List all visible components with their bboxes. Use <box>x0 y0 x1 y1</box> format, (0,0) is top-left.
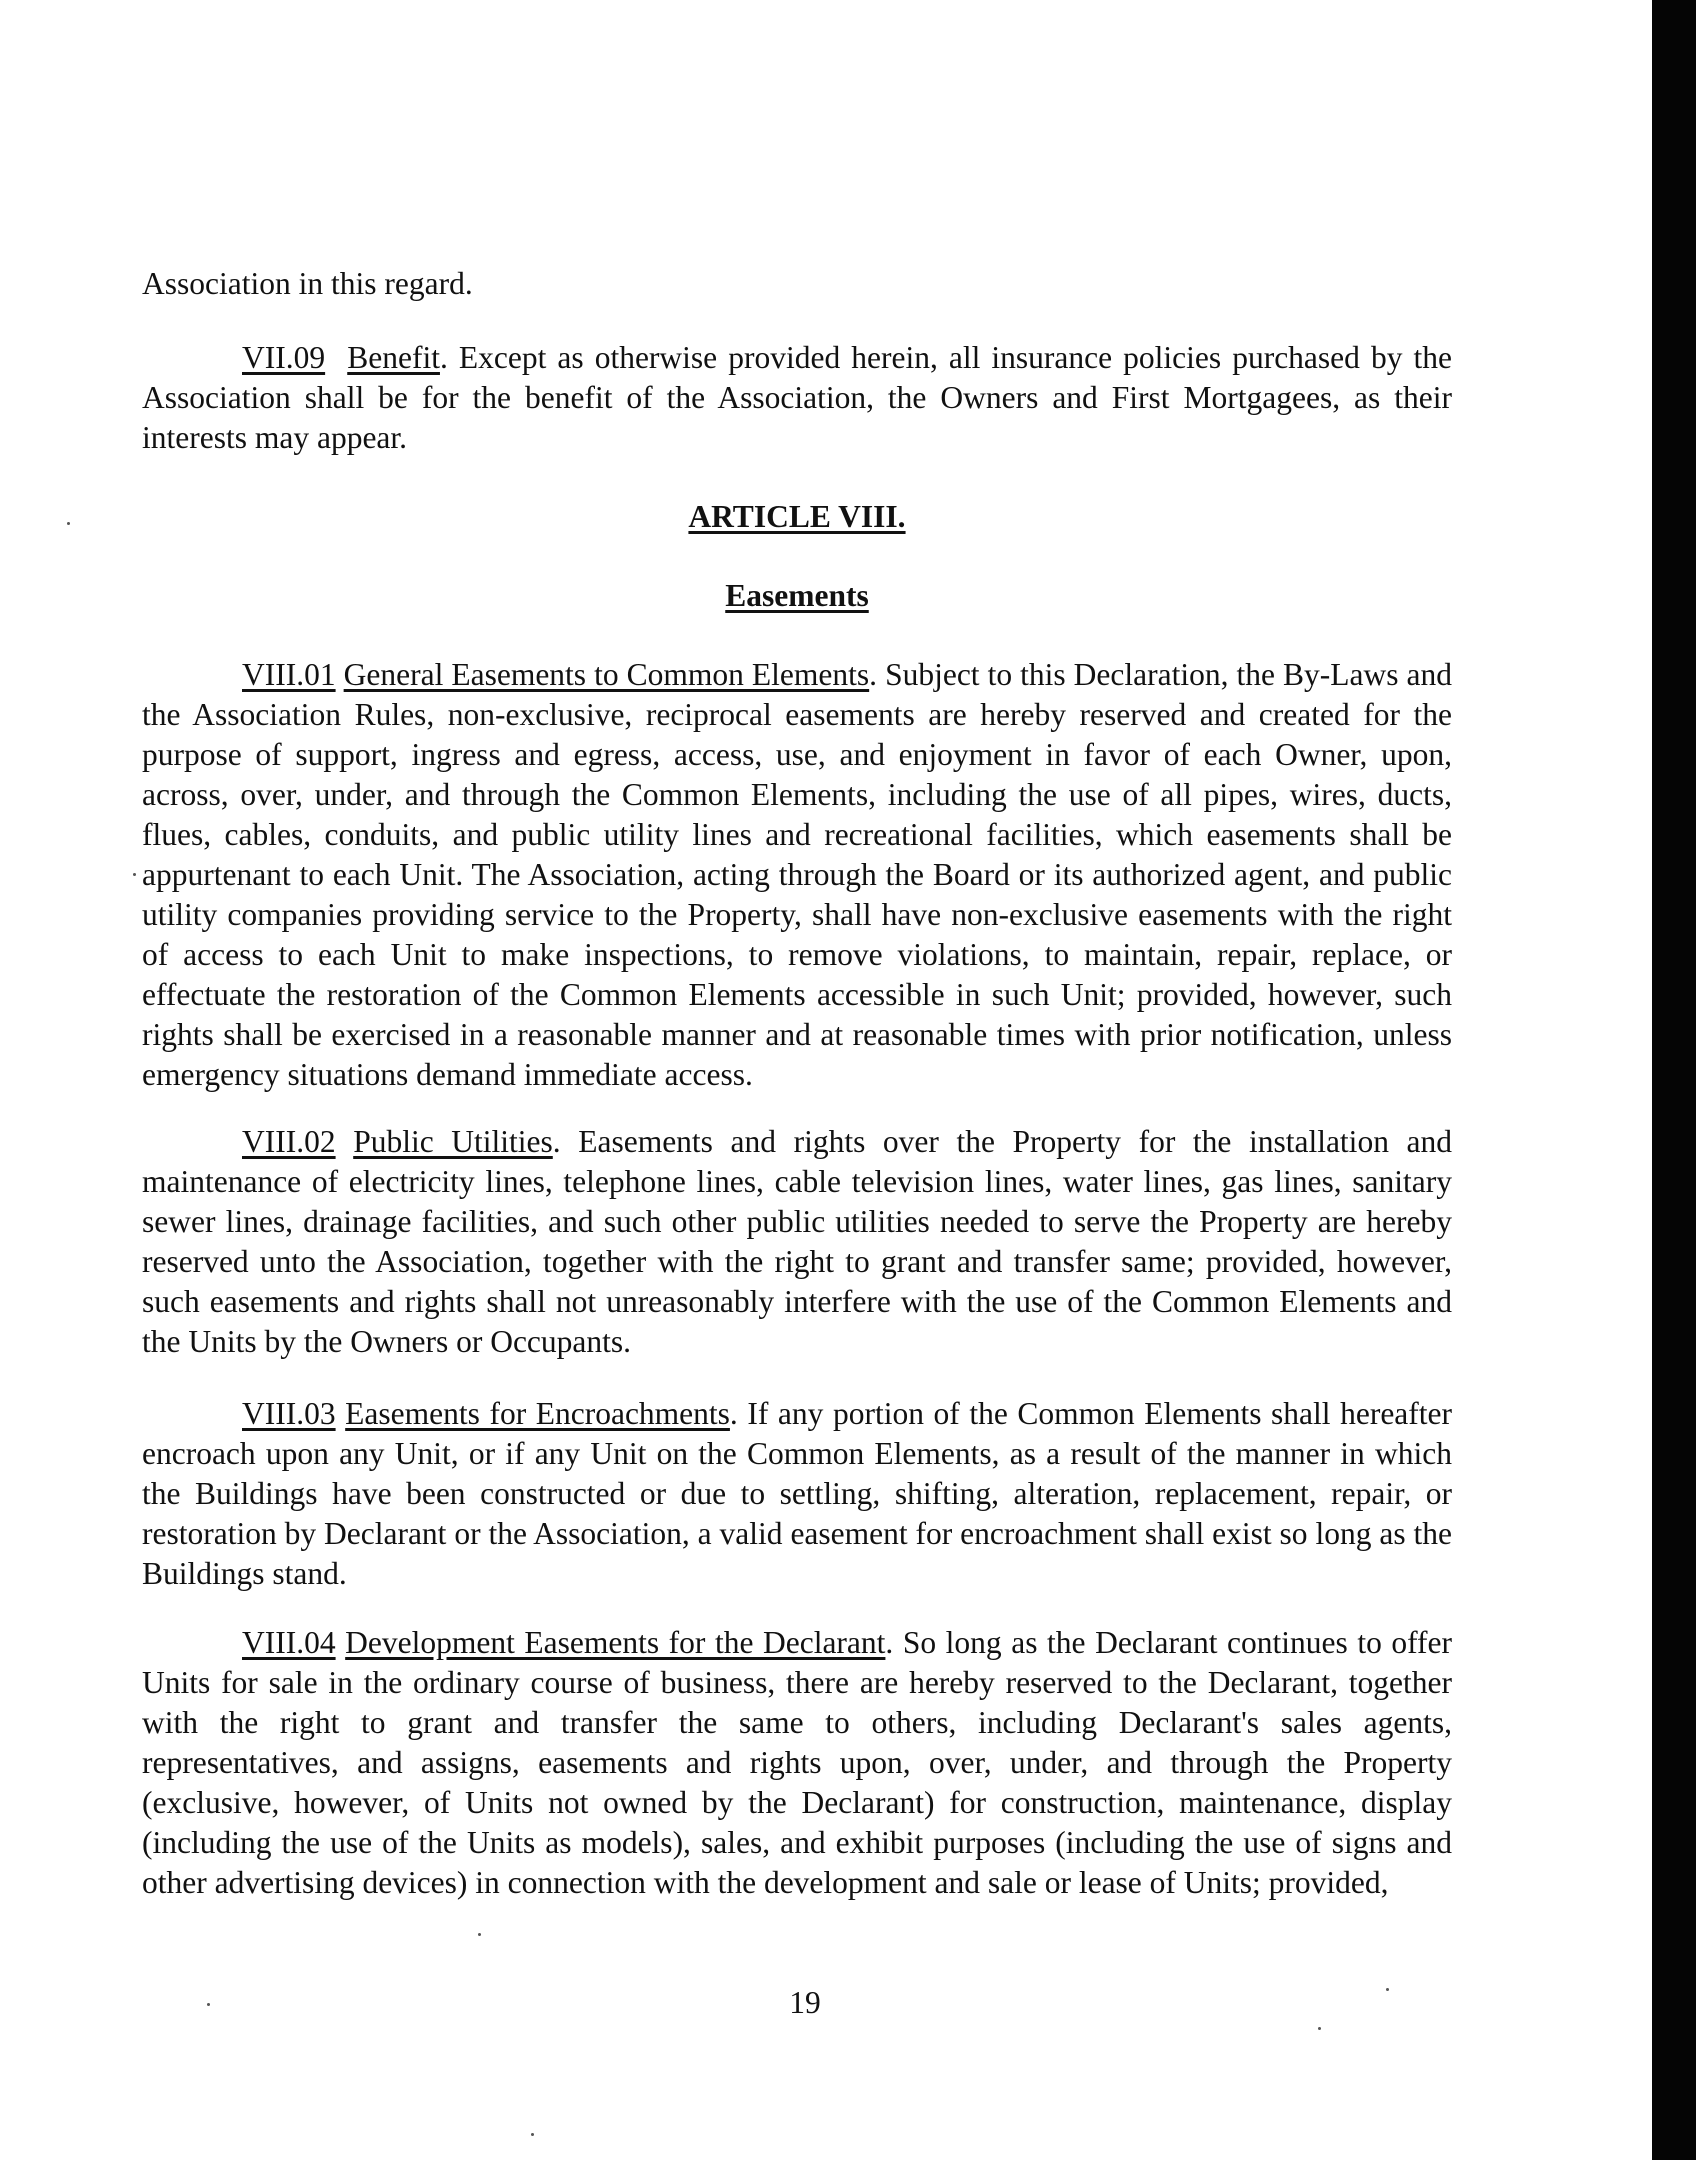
section-title: Development Easements for the Declarant <box>345 1625 886 1660</box>
section-vii-09 <box>142 338 1452 458</box>
section-number: VIII.01 <box>242 657 336 692</box>
section-viii-02 <box>142 1122 1452 1362</box>
section-number: VIII.03 <box>242 1396 336 1431</box>
scan-speck <box>67 522 70 525</box>
section-viii-01 <box>142 655 1452 1095</box>
section-number: VII.09 <box>242 340 326 375</box>
section-title: Public Utilities <box>353 1124 553 1159</box>
section-title: Easements for Encroachments <box>345 1396 730 1431</box>
section-body: . Subject to this Declaration, the By-Laws and the Association Rules, non-exclusive, reciprocal easements are hereby reserved and created for the purpose of support, ingress and egress, access, use, and enjoyment in favor of each Owner, upon, across, over, under, and through the Common Elements, including the use of all pipes, wires, ducts, flues, cables, conduits, and public utility lines and recreational facilities, which easements shall be appurtenant to each Unit. The Association, acting through the Board or its authorized agent, and public utility companies providing service to the Property, shall have non-exclusive easements with the right of access to each Unit to make inspections, to remove violations, to maintain, repair, replace, or effectuate the restoration of the Common Elements accessible in such Unit; provided, however, such rights shall be exercised in a reasonable manner and at reasonable times with prior notification, unless emergency situations demand immediate access. <box>142 657 1453 1092</box>
scan-speck <box>207 2003 210 2006</box>
article-subtitle: Easements <box>725 578 869 613</box>
section-body: . Except as otherwise provided herein, all insurance policies purchased by the Association shall be for the benefit of the Association, the Owners and First Mortgagees, as their interests may appear. <box>142 340 1453 455</box>
section-viii-03 <box>142 1394 1452 1594</box>
scan-speck <box>531 2133 534 2136</box>
page-number: 19 <box>789 1985 821 2020</box>
intro-line: Association in this regard. <box>142 266 473 301</box>
section-body: . Easements and rights over the Property for the installation and maintenance of electricity lines, telephone lines, cable television lines, water lines, gas lines, sanitary sewer lines, drainage facilities, and such other public utilities needed to serve the Property are hereby reserved unto the Association, together with the right to grant and transfer same; provided, however, such easements and rights shall not unreasonably interfere with the use of the Common Elements and the Units by the Owners or Occupants. <box>142 1124 1452 1359</box>
scan-speck <box>1386 1988 1389 1991</box>
section-title: General Easements to Common Elements <box>343 657 870 692</box>
section-number: VIII.02 <box>242 1124 336 1159</box>
scan-speck <box>1318 2027 1321 2030</box>
section-body: . So long as the Declarant continues to offer Units for sale in the ordinary course of business, there are hereby reserved to the Declarant, together with the right to grant and transfer the same to others, including Declarant's sales agents, representatives, and assigns, easements and rights upon, over, under, and through the Property (exclusive, however, of Units not owned by the Declarant) for construction, maintenance, display (including the use of the Units as models), sales, and exhibit purposes (including the use of signs and other advertising devices) in connection with the development and sale or lease of Units; provided, <box>142 1625 1453 1900</box>
scan-edge-bar <box>1652 0 1696 2160</box>
article-title: ARTICLE VIII. <box>688 499 906 534</box>
scan-speck <box>478 1933 481 1936</box>
section-viii-04 <box>142 1623 1452 1903</box>
section-number: VIII.04 <box>242 1625 336 1660</box>
section-body: . If any portion of the Common Elements shall hereafter encroach upon any Unit, or if any Unit on the Common Elements, as a result of the manner in which the Buildings have been constructed or due to settling, shifting, alteration, replacement, repair, or restoration by Declarant or the Association, a valid easement for encroachment shall exist so long as the Buildings stand. <box>142 1396 1452 1591</box>
section-title: Benefit <box>347 340 440 375</box>
scan-speck <box>133 873 136 876</box>
